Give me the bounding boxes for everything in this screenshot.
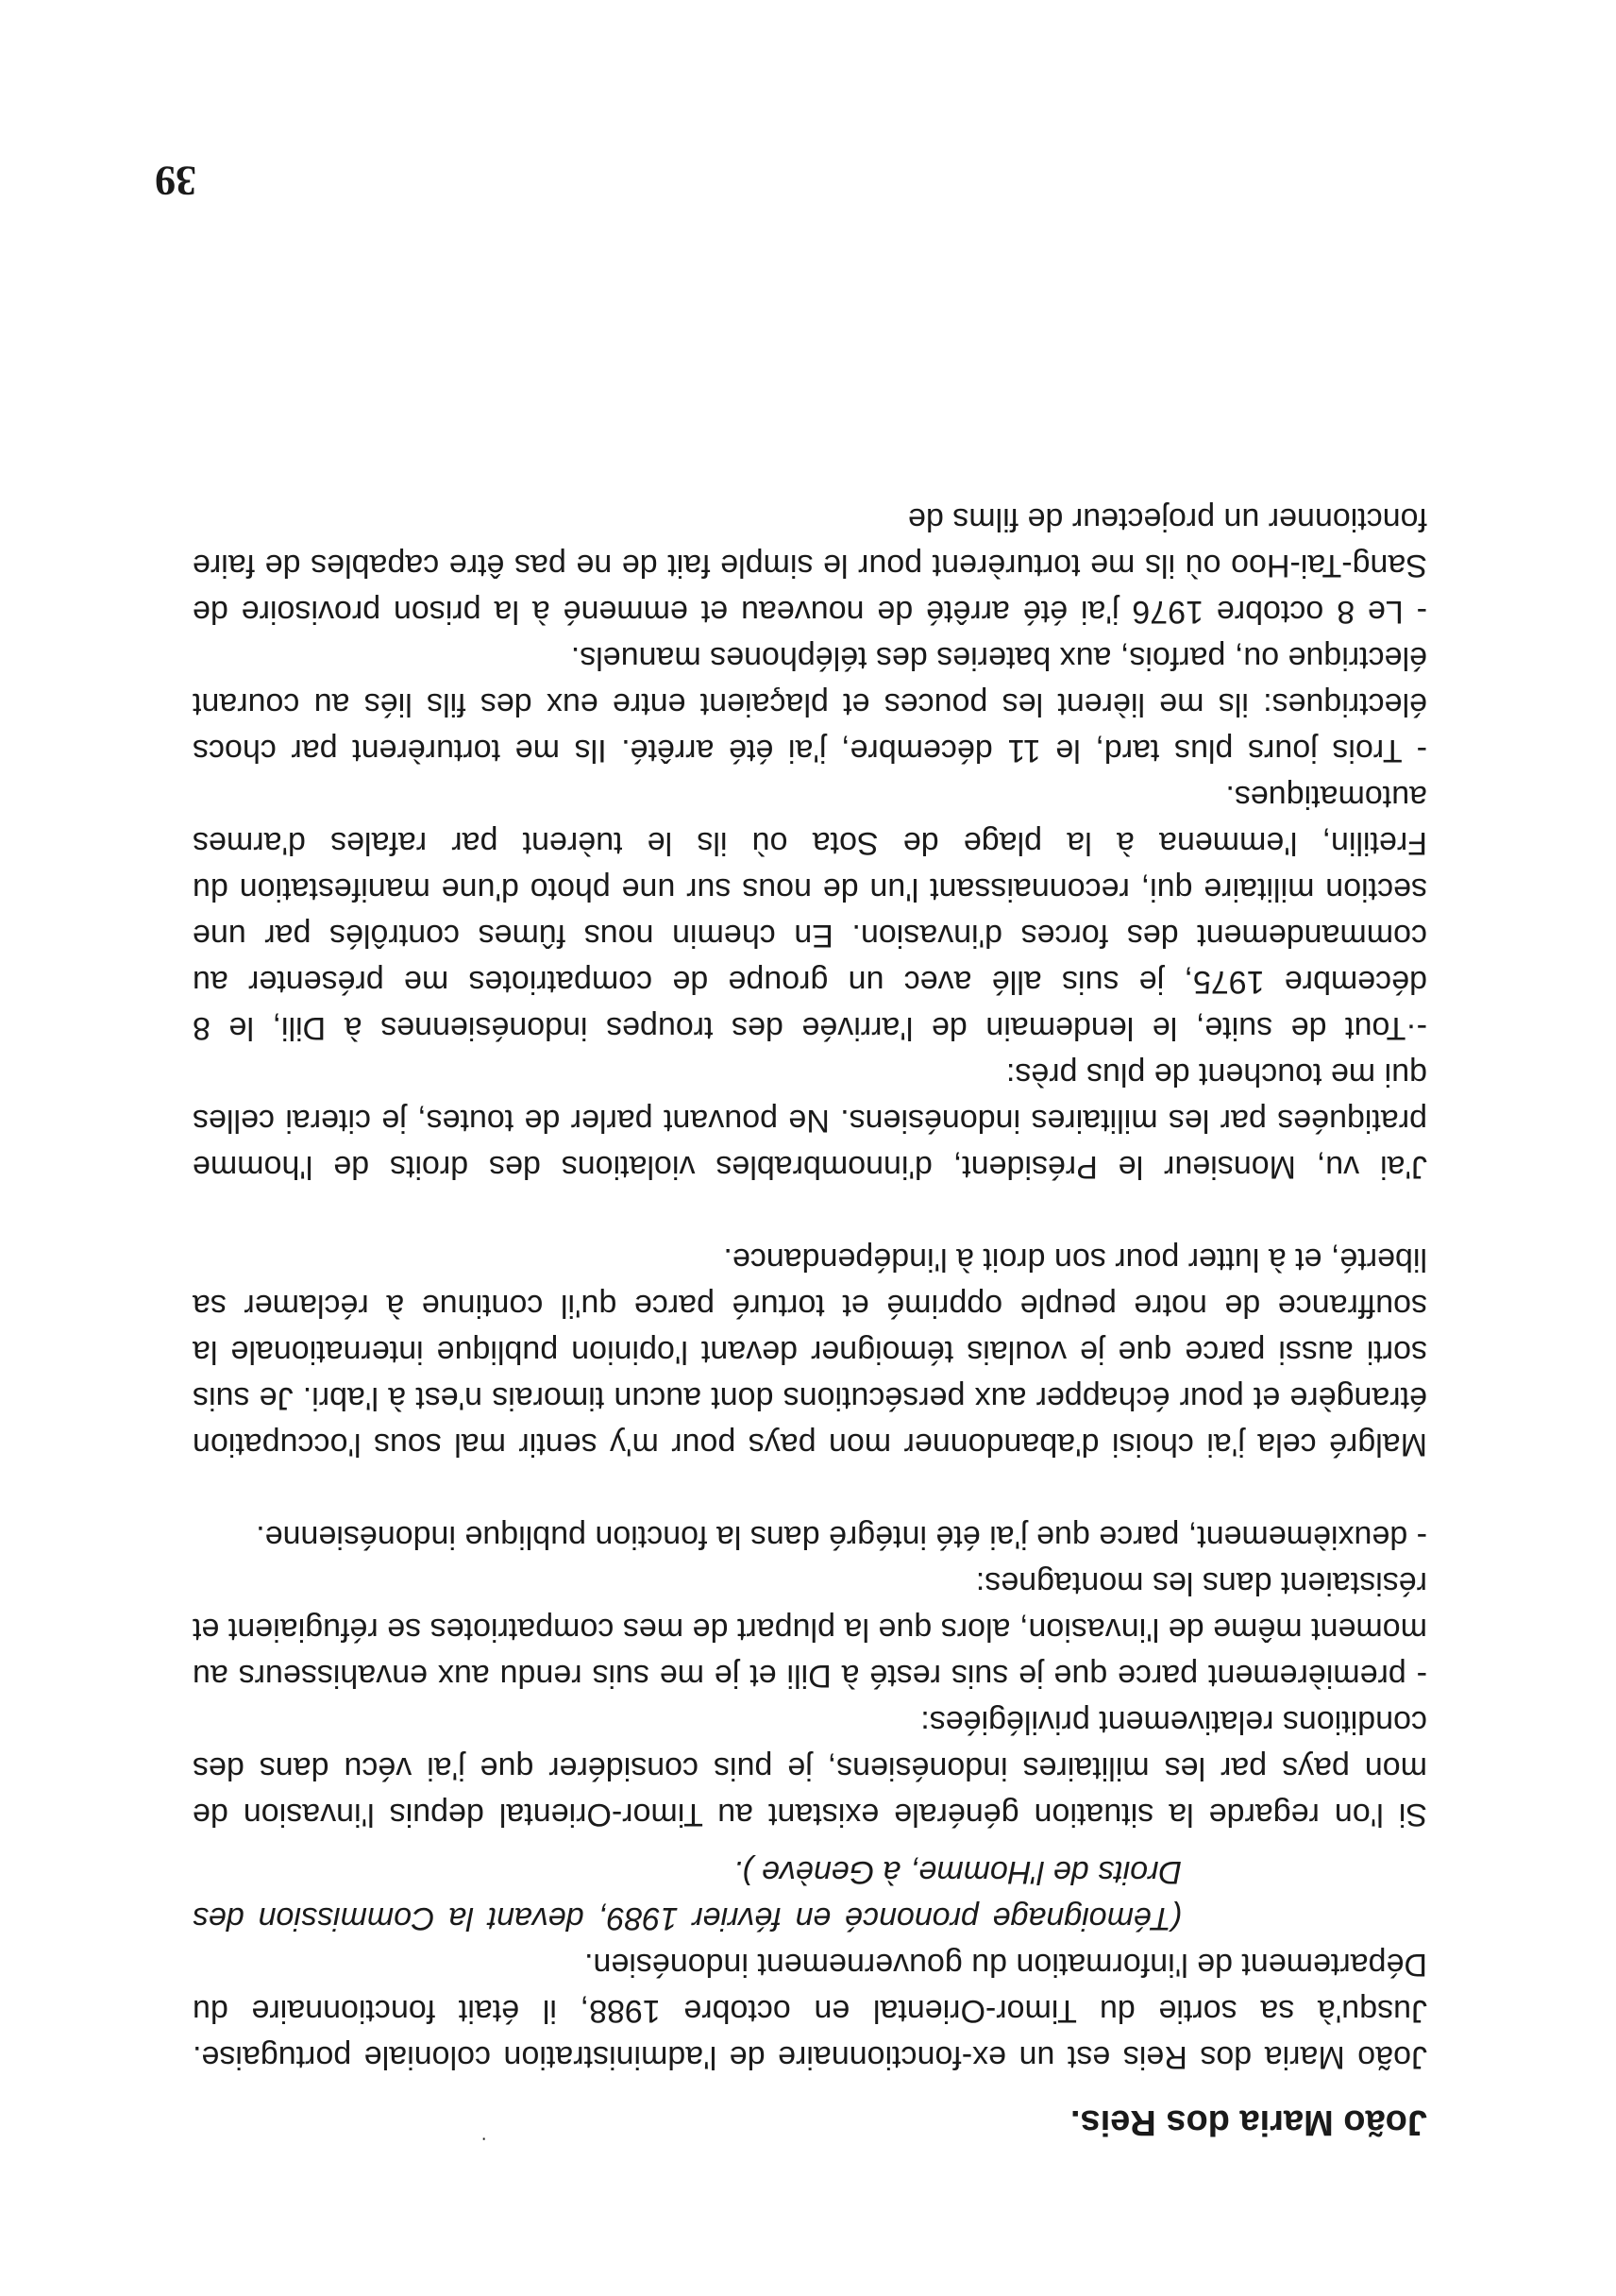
body-text xyxy=(193,496,1427,2145)
paragraph-8-octobre: - Le 8 octobre 1976 j'ai été arrêté de nouveau et emmené à la prison provisoire de Sang-Tai-Hoo où ils me torturèrent pour le simple fait de ne pas être capables de faire fonctionner un projecteur de films de xyxy=(193,501,1427,630)
page-number: 39 xyxy=(155,158,196,204)
paragraph-tout-de-suite: -·Tout de suite, le lendemain de l'arrivée des troupes indonésiennes à Dili, le 8 décembre 1975, je suis allé avec un groupe de compatriotes me présenter au commandement des forces d'invasion. En chemin nous fûmes contrôlés par une section militaire qui, reconnaissant l'un de nous sur une photo d'une manifestation du Fretilin, l'emmena à la plage de Sota où ils le tuèrent par rafales d'armes automatiques. xyxy=(193,779,1427,1046)
paragraph-malgre: Malgré cela j'ai choisi d'abandonner mon pays pour m'y sentir mal sous l'occupation étrangère et pour échapper aux persécutions dont aucun timorais n'est à l'abri. Je suis sorti aussi parce que je voulais témoigner devant l'opinion publique internationale la souffrance de notre peuple opprimé et torturé parce qu'il continue à réclamer sa liberté, et à lutter pour son droit à l'indépendance. xyxy=(193,1241,1427,1462)
paragraph-premierement: - premièrement parce que je suis resté à Dili et je me suis rendu aux envahisseurs au moment même de l'invasion, alors que la plupart de mes compatriotes se réfugiaient et résistaient dans les montagnes: xyxy=(193,1565,1427,1694)
testimony-note: (Témoignage prononcé en février 1989, devant la Commission des Droits de l'Homme, à Genève ). xyxy=(193,1854,1182,1936)
paragraph-trois-jours: - Trois jours plus tard, le 11 décembre, j'ai été arrêté. Ils me torturèrent par chocs électriques: ils me lièrent les pouces et plaçaient entre eux des fils liés au courant électrique ou, parfois, aux bateries des téléphones manuels. xyxy=(193,640,1427,768)
intro-paragraph: João Maria dos Reis est un ex-fonctionnaire de l'administration coloniale portugaise. Jusqu'à sa sortie du Timor-Oriental en octobre 1988, il était fonctionnaire du Département de l'information du gouvernement indonésien. xyxy=(193,1947,1427,2075)
paragraph-jai-vu: J'ai vu, Monsieur le Président, d'innombrables violations des droits de l'homme pratiquées par les militaires indonésiens. Ne pouvant parler de toutes, je citerai celles qui me touchent de plus près: xyxy=(193,1056,1427,1185)
paragraph-deuxiemement: - deuxièmement, parce que j'ai été intégré dans la fonction publique indonésienne. xyxy=(256,1519,1427,1555)
paragraph-situation: Si l'on regarde la situation générale existant au Timor-Oriental depuis l'invasion de mon pays par les militaires indonésiens, je puis considérer que j'ai vécu dans des conditions relativement privilégiées: xyxy=(193,1704,1427,1832)
heading: João Maria dos Reis. xyxy=(1069,2102,1427,2142)
speck-mark: · xyxy=(480,2129,487,2150)
